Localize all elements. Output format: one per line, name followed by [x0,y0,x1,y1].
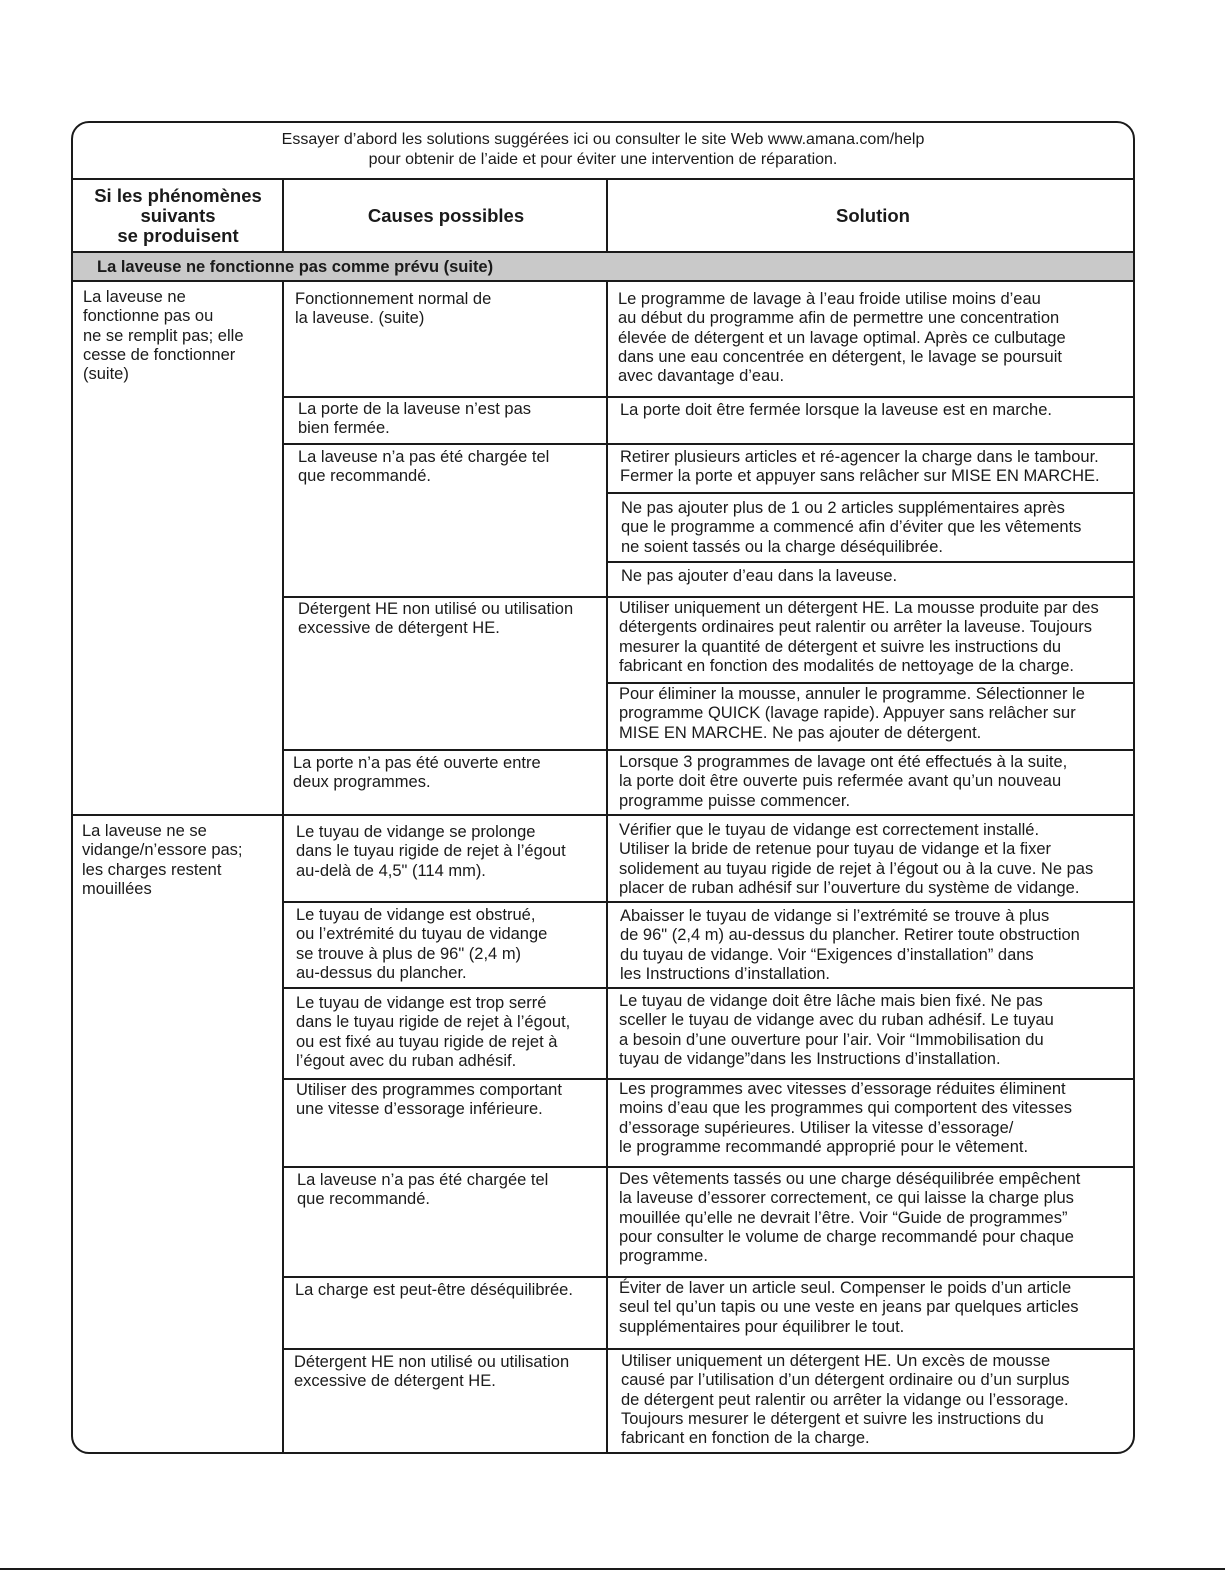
solution-cell: Vérifier que le tuyau de vidange est correctement installé. Utiliser la bride de retenue pour tuyau de vidange et la fixer solidement au tuyau rigide de rejet à l’égout ou à la cuve. Ne pas placer de ruban adhésif sur l’ouverture du système de vidange. [619,821,1094,897]
divider [606,1166,1135,1168]
problem-cell: La laveuse ne se vidange/n’essore pas; les charges restent mouillées [82,822,243,898]
divider [606,396,1135,398]
solution-cell: Éviter de laver un article seul. Compenser le poids d’un article seul tel qu’un tapis ou une veste en jeans par quelques articles supplémentaires pour équilibrer le tout. [619,1279,1079,1336]
cause-cell: La charge est peut-être déséquilibrée. [295,1281,573,1299]
divider [606,1348,1135,1350]
header-solution: Solution [836,205,910,226]
divider [282,1348,608,1350]
cause-cell: Le tuyau de vidange se prolonge dans le tuyau rigide de rejet à l’égout au-delà de 4,5" (114 mm). [296,823,566,880]
divider [606,178,608,253]
divider [282,1078,608,1080]
cause-cell: Détergent HE non utilisé ou utilisation excessive de détergent HE. [294,1353,570,1391]
solution-cell: Des vêtements tassés ou une charge déséquilibrée empêchent la laveuse d’essorer correctement, ce qui laisse la charge plus mouillée qu’elle ne devrait l’être. Voir “Guide de programmes” pour consulter le volume de charge recommandé pour chaque programme. [619,1170,1081,1266]
divider [606,492,1135,494]
divider [606,561,1135,563]
solution-cell: Pour éliminer la mousse, annuler le programme. Sélectionner le programme QUICK (lavage rapide). Appuyer sans relâcher sur MISE EN MARCHE. Ne pas ajouter de détergent. [619,685,1085,742]
divider [73,251,1133,253]
cause-cell: La porte n’a pas été ouverte entre deux programmes. [293,754,541,792]
header-causes: Causes possibles [367,205,525,226]
solution-cell: Ne pas ajouter d’eau dans la laveuse. [621,567,898,585]
divider [606,682,1135,684]
divider [606,901,1135,903]
divider [282,396,608,398]
divider [282,1276,608,1278]
solution-cell: Le tuyau de vidange doit être lâche mais bien fixé. Ne pas sceller le tuyau de vidange avec du ruban adhésif. Le tuyau a besoin d’une ouverture pour l’air. Voir “Immobilisation du tuyau de vidange”dans les Instructions d’installation. [619,992,1054,1068]
intro-line-1: Essayer d’abord les solutions suggérées ici ou consulter le site Web www.amana.com/help [281,131,925,148]
cause-cell: La laveuse n’a pas été chargée tel que recommandé. [298,448,550,486]
divider [282,987,608,989]
divider [73,280,1133,282]
intro-line-2: pour obtenir de l’aide et pour éviter une intervention de réparation. [368,151,838,168]
divider [606,596,1135,598]
solution-cell: Le programme de lavage à l’eau froide utilise moins d’eau au début du programme afin de permettre une concentration élevée de détergent et un lavage optimal. Après ce culbutage dans une eau concentrée en détergent, le lavage se poursuit avec davantage d’eau. [618,290,1066,386]
divider [606,1276,1135,1278]
intro-note [73,123,1133,179]
divider [606,749,1135,751]
divider [606,443,1135,445]
cause-cell: La laveuse n’a pas été chargée tel que recommandé. [297,1171,549,1209]
solution-cell: Retirer plusieurs articles et ré-agencer la charge dans le tambour. Fermer la porte et appuyer sans relâcher sur MISE EN MARCHE. [620,448,1100,486]
solution-cell: Utiliser uniquement un détergent HE. La mousse produite par des détergents ordinaires peut ralentir ou arrêter la laveuse. Toujours mesurer la quantité de détergent et suivre les instructions du fabricant en fonction des modalités de nettoyage de la charge. [619,599,1099,675]
troubleshooting-table [71,121,1135,1454]
divider [282,443,608,445]
cause-cell: Fonctionnement normal de la laveuse. (suite) [295,290,492,328]
solution-cell: Abaisser le tuyau de vidange si l’extrémité se trouve à plus de 96" (2,4 m) au-dessus du plancher. Retirer toute obstruction du tuyau de vidange. Voir “Exigences d’installation” dans les Instructions d’installation. [620,907,1080,983]
solution-cell: Lorsque 3 programmes de lavage ont été effectués à la suite, la porte doit être ouverte puis refermée avant qu’un nouveau programme puisse commencer. [619,753,1068,810]
section-title: La laveuse ne fonctionne pas comme prévu (suite) [97,258,494,276]
solution-cell: Utiliser uniquement un détergent HE. Un excès de mousse causé par l’utilisation d’un détergent ordinaire ou d’un surplus de détergent peut ralentir ou arrêter la vidange ou l’essorage. Toujours mesurer le détergent et suivre les instructions du fabricant en fonction de la charge. [621,1352,1070,1448]
solution-cell: Les programmes avec vitesses d’essorage réduites éliminent moins d’eau que les programmes qui comportent des vitesses d’essorage supérieures. Utiliser la vitesse d’essorage/ le programme recommandé approprié pour le vêtement. [619,1080,1073,1156]
divider [282,1166,608,1168]
divider [282,749,608,751]
header-problem: Si les phénomènes suivants se produisent [94,185,262,246]
cause-cell: Utiliser des programmes comportant une vitesse d’essorage inférieure. [296,1081,562,1119]
cause-cell: Le tuyau de vidange est obstrué, ou l’extrémité du tuyau de vidange se trouve à plus de 96" (2,4 m) au-dessus du plancher. [296,906,548,982]
divider [73,814,1133,816]
solution-cell: Ne pas ajouter plus de 1 ou 2 articles supplémentaires après que le programme a commencé afin d’éviter que les vêtements ne soient tassés ou la charge déséquilibrée. [621,499,1082,556]
cause-cell: Détergent HE non utilisé ou utilisation excessive de détergent HE. [298,600,574,638]
divider [282,178,284,253]
divider [282,901,608,903]
divider [606,987,1135,989]
divider [282,596,608,598]
page-bottom-rule [0,1568,1225,1570]
cause-cell: La porte de la laveuse n’est pas bien fermée. [298,400,531,438]
problem-cell: La laveuse ne fonctionne pas ou ne se remplit pas; elle cesse de fonctionner (suite) [83,288,244,384]
cause-cell: Le tuyau de vidange est trop serré dans le tuyau rigide de rejet à l’égout, ou est fixé au tuyau rigide de rejet à l’égout avec du ruban adhésif. [296,994,571,1070]
solution-cell: La porte doit être fermée lorsque la laveuse est en marche. [620,401,1052,419]
